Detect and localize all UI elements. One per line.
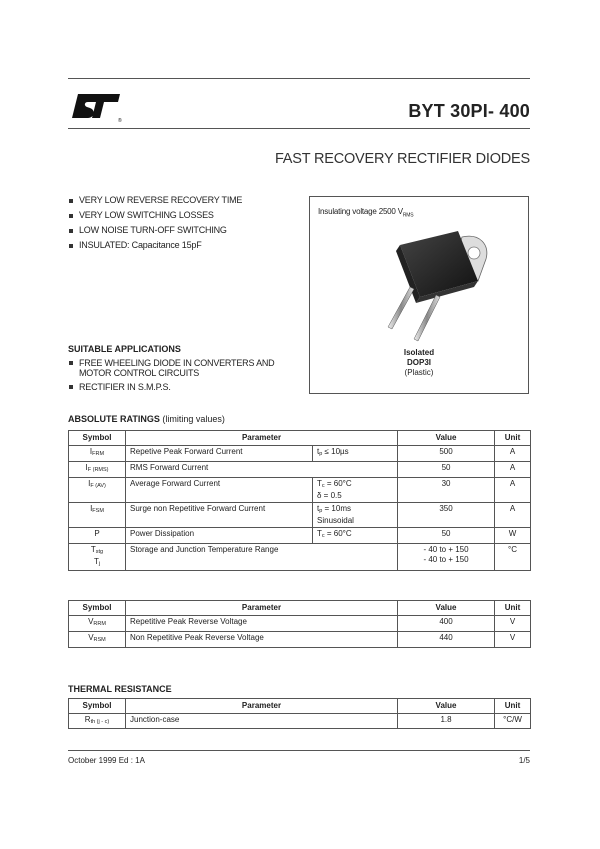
applications-list [68,358,293,396]
header-symbol: Symbol [69,601,126,616]
table-row [69,714,531,729]
unit-cell: A [495,446,531,462]
package-label-name: DOP3I [406,358,431,367]
condition-cell: Tc = 60°C [313,528,398,544]
header-value: Value [398,431,495,446]
application-item: FREE WHEELING DIODE IN CONVERTERS AND MOTOR CONTROL CIRCUITS [68,358,293,378]
unit-cell: °C/W [495,714,531,729]
parameter-cell: Non Repetitive Peak Reverse Voltage [126,632,398,648]
package-label-material: (Plastic) [404,368,434,377]
symbol-cell: IFRM [69,446,126,462]
symbol-cell: Tstg Tj [69,544,126,571]
condition-cell: Tc = 60°C δ = 0.5 [313,478,398,503]
header-parameter: Parameter [126,431,398,446]
application-item: RECTIFIER IN S.M.P.S. [68,382,293,392]
feature-item: INSULATED: Capacitance 15pF [68,239,242,254]
insulating-voltage: Insulating voltage 2500 $V_{RMS}$ [318,207,414,219]
value-cell: 30 [398,478,495,503]
header-symbol: Symbol [69,431,126,446]
table-row [69,616,531,632]
header-parameter: Parameter [126,699,398,714]
header-value: Value [398,601,495,616]
table-row [69,478,531,503]
table-row [69,632,531,648]
footer-rule [68,750,530,751]
condition-cell: tp ≤ 10µs [313,446,398,462]
condition-cell: tp = 10ms Sinusoidal [313,503,398,528]
absolute-ratings-table [68,430,531,571]
package-label-isolated: Isolated [403,348,435,357]
header-unit: Unit [495,431,531,446]
parameter-cell: Average Forward Current [126,478,313,503]
value-cell: - 40 to + 150 - 40 to + 150 [398,544,495,571]
title-rule [68,128,530,129]
symbol-cell: VRRM [69,616,126,632]
unit-cell: W [495,528,531,544]
table-row [69,544,531,571]
value-cell: 1.8 [398,714,495,729]
symbol-cell: IF (RMS) [69,462,126,478]
voltage-ratings-table [68,600,531,648]
feature-item: VERY LOW REVERSE RECOVERY TIME [68,194,242,209]
value-cell: 350 [398,503,495,528]
parameter-cell: Repetitive Peak Reverse Voltage [126,616,398,632]
parameter-cell: Junction-case [126,714,398,729]
header-unit: Unit [495,601,531,616]
unit-cell: A [495,462,531,478]
parameter-cell: RMS Forward Current [126,462,398,478]
table-header-row [69,431,531,446]
table-row [69,446,531,462]
table-row [69,503,531,528]
parameter-cell: Power Dissipation [126,528,313,544]
st-logo [68,88,128,124]
feature-item: LOW NOISE TURN-OFF SWITCHING [68,224,242,239]
header-value: Value [398,699,495,714]
value-cell: 50 [398,462,495,478]
feature-list [68,194,242,254]
value-cell: 440 [398,632,495,648]
header-unit: Unit [495,699,531,714]
table-header-row [69,699,531,714]
symbol-cell: Rth (j - c) [69,714,126,729]
page-title: BYT 30PI- 400 [408,101,530,121]
svg-text:®: ® [118,118,122,124]
unit-cell: V [495,616,531,632]
header-symbol: Symbol [69,699,126,714]
value-cell: 50 [398,528,495,544]
unit-cell: A [495,478,531,503]
absolute-ratings-title: ABSOLUTE RATINGS (limiting values) [68,414,225,424]
thermal-resistance-title: THERMAL RESISTANCE [68,684,172,694]
unit-cell: V [495,632,531,648]
package-box [309,196,529,394]
table-row [69,528,531,544]
feature-item: VERY LOW SWITCHING LOSSES [68,209,242,224]
unit-cell: A [495,503,531,528]
value-cell: 500 [398,446,495,462]
footer-page-number: 1/5 [518,756,530,765]
parameter-cell: Surge non Repetitive Forward Current [126,503,313,528]
thermal-resistance-table [68,698,531,729]
parameter-cell: Repetive Peak Forward Current [126,446,313,462]
symbol-cell: IFSM [69,503,126,528]
value-cell: 400 [398,616,495,632]
applications-title: SUITABLE APPLICATIONS [68,344,181,354]
top-rule [68,78,530,79]
footer-date: October 1999 Ed : 1A [68,756,145,765]
unit-cell: °C [495,544,531,571]
symbol-cell: IF (AV) [69,478,126,503]
page-subtitle: FAST RECOVERY RECTIFIER DIODES [274,151,530,167]
table-header-row [69,601,531,616]
table-row [69,462,531,478]
parameter-cell: Storage and Junction Temperature Range [126,544,398,571]
symbol-cell: VRSM [69,632,126,648]
symbol-cell: P [69,528,126,544]
header-parameter: Parameter [126,601,398,616]
package-illustration [350,223,500,348]
